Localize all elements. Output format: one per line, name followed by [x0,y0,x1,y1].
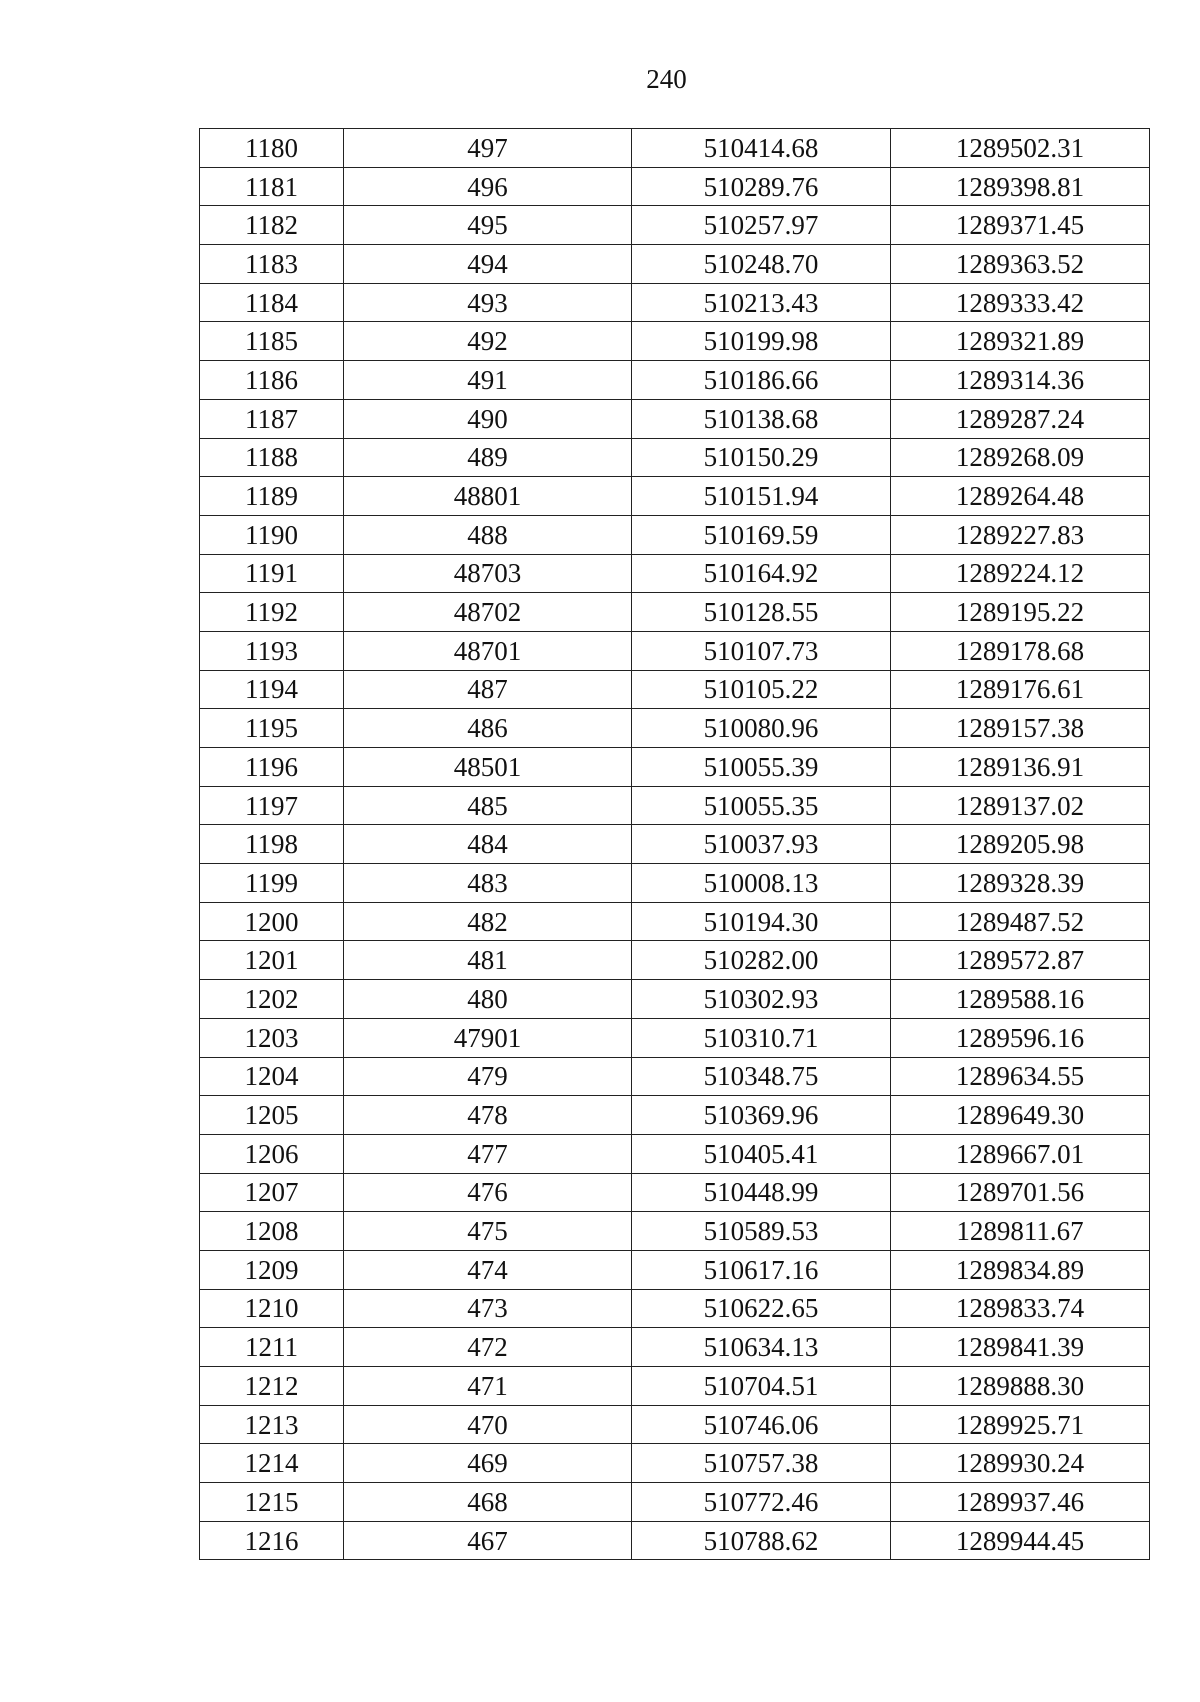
y-coordinate-cell: 1289136.91 [891,748,1150,787]
x-coordinate-cell: 510282.00 [632,941,891,980]
x-coordinate-cell: 510405.41 [632,1134,891,1173]
x-coordinate-cell: 510772.46 [632,1483,891,1522]
row-number-cell: 1197 [200,786,344,825]
point-id-cell: 493 [344,283,632,322]
x-coordinate-cell: 510248.70 [632,245,891,284]
row-number-cell: 1201 [200,941,344,980]
point-id-cell: 473 [344,1289,632,1328]
point-id-cell: 485 [344,786,632,825]
x-coordinate-cell: 510310.71 [632,1018,891,1057]
table-row [200,206,1150,245]
y-coordinate-cell: 1289333.42 [891,283,1150,322]
table-row [200,477,1150,516]
row-number-cell: 1189 [200,477,344,516]
point-id-cell: 492 [344,322,632,361]
x-coordinate-cell: 510213.43 [632,283,891,322]
y-coordinate-cell: 1289925.71 [891,1405,1150,1444]
x-coordinate-cell: 510164.92 [632,554,891,593]
row-number-cell: 1208 [200,1212,344,1251]
point-id-cell: 476 [344,1173,632,1212]
y-coordinate-cell: 1289321.89 [891,322,1150,361]
x-coordinate-cell: 510008.13 [632,864,891,903]
x-coordinate-cell: 510186.66 [632,361,891,400]
y-coordinate-cell: 1289572.87 [891,941,1150,980]
y-coordinate-cell: 1289178.68 [891,631,1150,670]
row-number-cell: 1203 [200,1018,344,1057]
point-id-cell: 487 [344,670,632,709]
table-row [200,167,1150,206]
y-coordinate-cell: 1289944.45 [891,1521,1150,1560]
row-number-cell: 1200 [200,902,344,941]
x-coordinate-cell: 510105.22 [632,670,891,709]
x-coordinate-cell: 510746.06 [632,1405,891,1444]
row-number-cell: 1195 [200,709,344,748]
point-id-cell: 48501 [344,748,632,787]
table-row [200,554,1150,593]
point-id-cell: 481 [344,941,632,980]
x-coordinate-cell: 510055.39 [632,748,891,787]
point-id-cell: 48801 [344,477,632,516]
point-id-cell: 488 [344,515,632,554]
point-id-cell: 472 [344,1328,632,1367]
row-number-cell: 1192 [200,593,344,632]
x-coordinate-cell: 510788.62 [632,1521,891,1560]
x-coordinate-cell: 510055.35 [632,786,891,825]
table-row [200,361,1150,400]
point-id-cell: 489 [344,438,632,477]
row-number-cell: 1204 [200,1057,344,1096]
point-id-cell: 478 [344,1096,632,1135]
point-id-cell: 47901 [344,1018,632,1057]
page-number: 240 [646,64,687,94]
y-coordinate-cell: 1289268.09 [891,438,1150,477]
y-coordinate-cell: 1289487.52 [891,902,1150,941]
point-id-cell: 479 [344,1057,632,1096]
row-number-cell: 1182 [200,206,344,245]
point-id-cell: 480 [344,980,632,1019]
point-id-cell: 477 [344,1134,632,1173]
table-row [200,245,1150,284]
table-row [200,283,1150,322]
y-coordinate-cell: 1289834.89 [891,1250,1150,1289]
y-coordinate-cell: 1289833.74 [891,1289,1150,1328]
table-row [200,438,1150,477]
y-coordinate-cell: 1289667.01 [891,1134,1150,1173]
table-row [200,825,1150,864]
point-id-cell: 475 [344,1212,632,1251]
coordinates-table [199,128,1150,1560]
y-coordinate-cell: 1289371.45 [891,206,1150,245]
x-coordinate-cell: 510037.93 [632,825,891,864]
table-row [200,322,1150,361]
point-id-cell: 484 [344,825,632,864]
x-coordinate-cell: 510128.55 [632,593,891,632]
x-coordinate-cell: 510704.51 [632,1367,891,1406]
y-coordinate-cell: 1289363.52 [891,245,1150,284]
row-number-cell: 1190 [200,515,344,554]
x-coordinate-cell: 510448.99 [632,1173,891,1212]
table-body [200,129,1150,1560]
row-number-cell: 1216 [200,1521,344,1560]
y-coordinate-cell: 1289137.02 [891,786,1150,825]
y-coordinate-cell: 1289502.31 [891,129,1150,168]
row-number-cell: 1215 [200,1483,344,1522]
y-coordinate-cell: 1289227.83 [891,515,1150,554]
row-number-cell: 1205 [200,1096,344,1135]
point-id-cell: 48702 [344,593,632,632]
table-row [200,902,1150,941]
table-row [200,864,1150,903]
y-coordinate-cell: 1289930.24 [891,1444,1150,1483]
row-number-cell: 1202 [200,980,344,1019]
row-number-cell: 1211 [200,1328,344,1367]
x-coordinate-cell: 510348.75 [632,1057,891,1096]
y-coordinate-cell: 1289195.22 [891,593,1150,632]
point-id-cell: 494 [344,245,632,284]
row-number-cell: 1212 [200,1367,344,1406]
y-coordinate-cell: 1289314.36 [891,361,1150,400]
row-number-cell: 1198 [200,825,344,864]
point-id-cell: 483 [344,864,632,903]
row-number-cell: 1210 [200,1289,344,1328]
table-row [200,941,1150,980]
x-coordinate-cell: 510369.96 [632,1096,891,1135]
row-number-cell: 1214 [200,1444,344,1483]
table-row [200,980,1150,1019]
table-row [200,1483,1150,1522]
point-id-cell: 496 [344,167,632,206]
x-coordinate-cell: 510107.73 [632,631,891,670]
x-coordinate-cell: 510199.98 [632,322,891,361]
x-coordinate-cell: 510194.30 [632,902,891,941]
row-number-cell: 1191 [200,554,344,593]
table-row [200,1096,1150,1135]
x-coordinate-cell: 510757.38 [632,1444,891,1483]
point-id-cell: 48703 [344,554,632,593]
point-id-cell: 486 [344,709,632,748]
row-number-cell: 1188 [200,438,344,477]
y-coordinate-cell: 1289596.16 [891,1018,1150,1057]
point-id-cell: 491 [344,361,632,400]
y-coordinate-cell: 1289649.30 [891,1096,1150,1135]
y-coordinate-cell: 1289701.56 [891,1173,1150,1212]
table-row [200,1289,1150,1328]
point-id-cell: 490 [344,399,632,438]
table-row [200,1134,1150,1173]
y-coordinate-cell: 1289398.81 [891,167,1150,206]
table-row [200,709,1150,748]
point-id-cell: 482 [344,902,632,941]
row-number-cell: 1209 [200,1250,344,1289]
table-row [200,1367,1150,1406]
row-number-cell: 1206 [200,1134,344,1173]
coordinates-table-container [199,128,1149,1560]
y-coordinate-cell: 1289287.24 [891,399,1150,438]
x-coordinate-cell: 510289.76 [632,167,891,206]
x-coordinate-cell: 510622.65 [632,1289,891,1328]
table-row [200,593,1150,632]
point-id-cell: 469 [344,1444,632,1483]
table-row [200,1173,1150,1212]
y-coordinate-cell: 1289264.48 [891,477,1150,516]
table-row [200,631,1150,670]
point-id-cell: 470 [344,1405,632,1444]
table-row [200,748,1150,787]
row-number-cell: 1196 [200,748,344,787]
y-coordinate-cell: 1289328.39 [891,864,1150,903]
x-coordinate-cell: 510634.13 [632,1328,891,1367]
table-row [200,670,1150,709]
point-id-cell: 468 [344,1483,632,1522]
row-number-cell: 1207 [200,1173,344,1212]
x-coordinate-cell: 510414.68 [632,129,891,168]
table-row [200,399,1150,438]
row-number-cell: 1183 [200,245,344,284]
x-coordinate-cell: 510150.29 [632,438,891,477]
x-coordinate-cell: 510169.59 [632,515,891,554]
row-number-cell: 1194 [200,670,344,709]
row-number-cell: 1199 [200,864,344,903]
table-row [200,1328,1150,1367]
row-number-cell: 1213 [200,1405,344,1444]
y-coordinate-cell: 1289634.55 [891,1057,1150,1096]
table-row [200,1405,1150,1444]
table-row [200,786,1150,825]
row-number-cell: 1184 [200,283,344,322]
table-row [200,1057,1150,1096]
row-number-cell: 1185 [200,322,344,361]
y-coordinate-cell: 1289937.46 [891,1483,1150,1522]
y-coordinate-cell: 1289811.67 [891,1212,1150,1251]
table-row [200,515,1150,554]
table-row [200,129,1150,168]
table-row [200,1444,1150,1483]
table-row [200,1212,1150,1251]
x-coordinate-cell: 510151.94 [632,477,891,516]
x-coordinate-cell: 510617.16 [632,1250,891,1289]
x-coordinate-cell: 510302.93 [632,980,891,1019]
y-coordinate-cell: 1289224.12 [891,554,1150,593]
row-number-cell: 1181 [200,167,344,206]
row-number-cell: 1180 [200,129,344,168]
point-id-cell: 471 [344,1367,632,1406]
row-number-cell: 1193 [200,631,344,670]
row-number-cell: 1187 [200,399,344,438]
x-coordinate-cell: 510589.53 [632,1212,891,1251]
table-row [200,1521,1150,1560]
table-row [200,1018,1150,1057]
point-id-cell: 467 [344,1521,632,1560]
point-id-cell: 474 [344,1250,632,1289]
y-coordinate-cell: 1289588.16 [891,980,1150,1019]
point-id-cell: 497 [344,129,632,168]
table-row [200,1250,1150,1289]
y-coordinate-cell: 1289176.61 [891,670,1150,709]
x-coordinate-cell: 510080.96 [632,709,891,748]
y-coordinate-cell: 1289888.30 [891,1367,1150,1406]
x-coordinate-cell: 510257.97 [632,206,891,245]
x-coordinate-cell: 510138.68 [632,399,891,438]
y-coordinate-cell: 1289157.38 [891,709,1150,748]
point-id-cell: 48701 [344,631,632,670]
row-number-cell: 1186 [200,361,344,400]
point-id-cell: 495 [344,206,632,245]
y-coordinate-cell: 1289205.98 [891,825,1150,864]
y-coordinate-cell: 1289841.39 [891,1328,1150,1367]
